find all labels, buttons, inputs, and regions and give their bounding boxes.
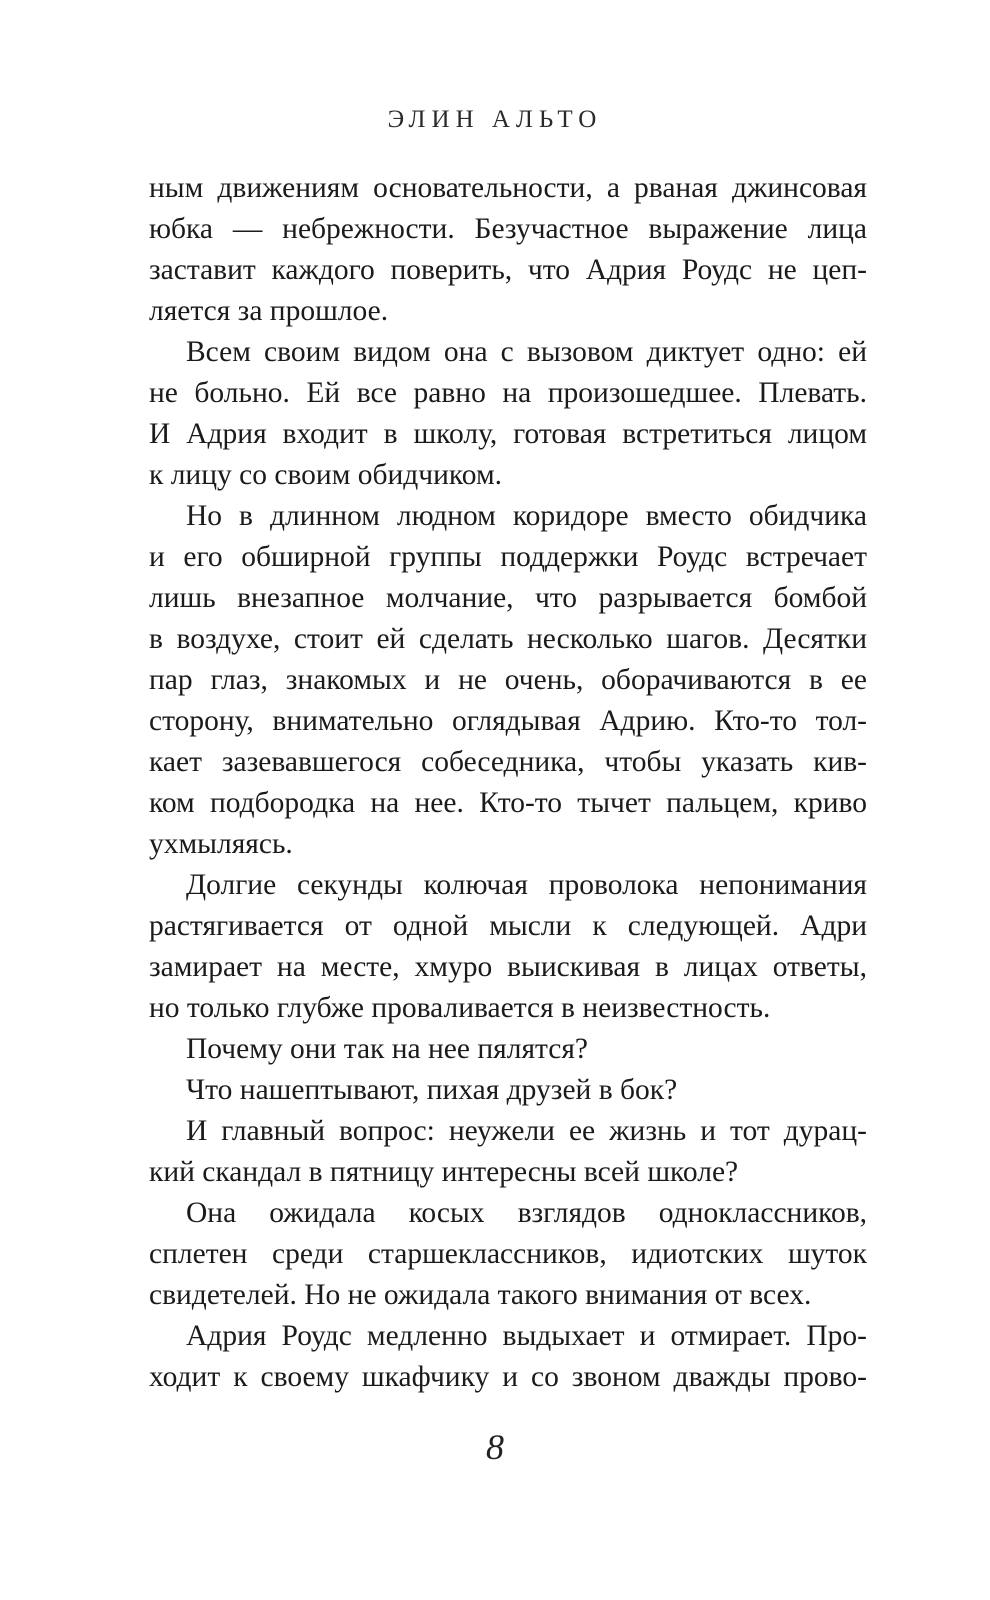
text-line: ком подбородка на нее. Кто-то тычет пальцем, криво xyxy=(149,787,867,819)
text-line: лишь внезапное молчание, что разрывается бомбой xyxy=(149,582,867,614)
text-line: ным движениям основательности, а рваная джинсовая xyxy=(149,172,867,204)
text-line: сторону, внимательно оглядывая Адрию. Кто-то тол- xyxy=(149,705,867,737)
running-header: ЭЛИН АЛЬТО xyxy=(387,106,603,133)
text-line: ляется за прошлое. xyxy=(149,295,389,327)
text-line: свидетелей. Но не ожидала такого внимания от всех. xyxy=(149,1279,812,1311)
text-line: не больно. Ей все равно на произошедшее. Плевать. xyxy=(149,377,867,409)
body-text xyxy=(149,168,867,1398)
text-line: И главный вопрос: неужели ее жизнь и тот дурац- xyxy=(186,1115,867,1147)
text-line: кает зазевавшегося собеседника, чтобы указать кив- xyxy=(149,746,867,778)
page-number: 8 xyxy=(486,1427,504,1467)
text-line: Долгие секунды колючая проволока непонимания xyxy=(186,869,867,901)
text-line: Она ожидала косых взглядов одноклассников, xyxy=(186,1197,867,1229)
text-line: Адрия Роудс медленно выдыхает и отмирает. Про- xyxy=(186,1320,867,1352)
text-line: сплетен среди старшеклассников, идиотских шуток xyxy=(149,1238,867,1270)
text-line: в воздухе, стоит ей сделать несколько шагов. Десятки xyxy=(149,623,867,655)
text-line: ходит к своему шкафчику и со звоном дважды прово- xyxy=(149,1361,867,1393)
text-line: Почему они так на нее пялятся? xyxy=(186,1033,589,1065)
text-line: заставит каждого поверить, что Адрия Роудс не цеп- xyxy=(149,254,867,286)
text-line: и его обширной группы поддержки Роудс встречает xyxy=(149,541,867,573)
text-line: И Адрия входит в школу, готовая встретиться лицом xyxy=(149,418,867,450)
text-line: замирает на месте, хмуро выискивая в лицах ответы, xyxy=(149,951,867,983)
text-line: Всем своим видом она с вызовом диктует одно: ей xyxy=(186,336,867,368)
text-line: растягивается от одной мысли к следующей. Адри xyxy=(149,910,867,942)
text-line: к лицу со своим обидчиком. xyxy=(149,459,502,491)
text-line: пар глаз, знакомых и не очень, оборачиваются в ее xyxy=(149,664,867,696)
text-line: юбка — небрежности. Безучастное выражение лица xyxy=(149,213,867,245)
text-line: Но в длинном людном коридоре вместо обидчика xyxy=(186,500,867,532)
text-line: ухмыляясь. xyxy=(149,828,293,860)
text-line: кий скандал в пятницу интересны всей школе? xyxy=(149,1156,739,1188)
text-line: но только глубже проваливается в неизвестность. xyxy=(149,992,771,1024)
text-line: Что нашептывают, пихая друзей в бок? xyxy=(186,1074,678,1106)
